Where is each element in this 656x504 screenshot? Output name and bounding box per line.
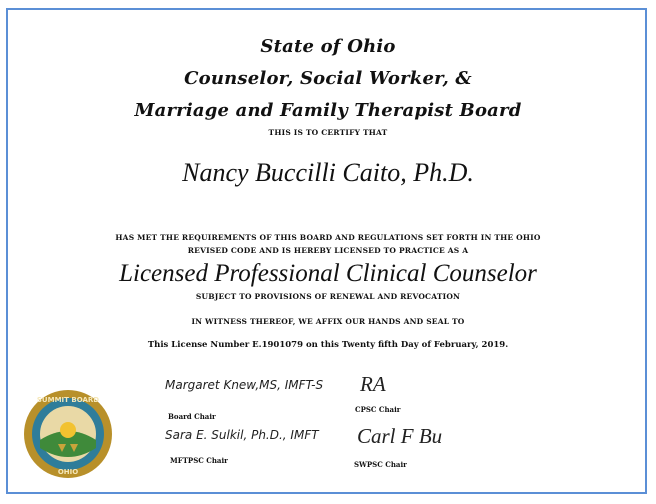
swpsc-label: SWPSC Chair [354,460,407,469]
licensee-name: Nancy Buccilli Caito, Ph.D. [182,158,474,187]
license-statement: This License Number E.1901079 on this Twenty fifth Day of February, 2019. [147,340,509,350]
license-type: Licensed Professional Clinical Counselor [119,260,537,287]
board-title-line-2: Counselor, Social Worker, & [184,68,472,89]
swpsc-signature: Carl F Bu [357,424,443,448]
svg-text:SUMMIT BOARD: SUMMIT BOARD [36,396,100,404]
cpsc-label: CPSC Chair [355,405,401,414]
board-title-line-1: State of Ohio [260,36,396,57]
witness-text: IN WITNESS THEREOF, WE AFFIX OUR HANDS AND SEAL TO [191,317,465,326]
board-chair-label: Board Chair [168,412,216,421]
svg-text:OHIO: OHIO [57,468,79,476]
cpsc-signature: RA [360,372,386,396]
board-title-line-3: Marriage and Family Therapist Board [134,100,522,121]
requirements-line-2: REVISED CODE AND IS HEREBY LICENSED TO PRACTICE AS A [187,246,469,255]
certify-text: THIS IS TO CERTIFY THAT [268,128,388,137]
mftpsc-signature: Sara E. Sulkil, Ph.D., IMFT [165,428,319,442]
subject-to-text: SUBJECT TO PROVISIONS OF RENEWAL AND REVOCATION [195,292,461,301]
board-chair-signature: Margaret Knew,MS, IMFT-S [165,378,324,392]
mftpsc-label: MFTPSC Chair [170,456,228,465]
state-seal [22,388,114,480]
requirements-line-1: HAS MET THE REQUIREMENTS OF THIS BOARD AND REGULATIONS SET FORTH IN THE OHIO [115,233,541,242]
